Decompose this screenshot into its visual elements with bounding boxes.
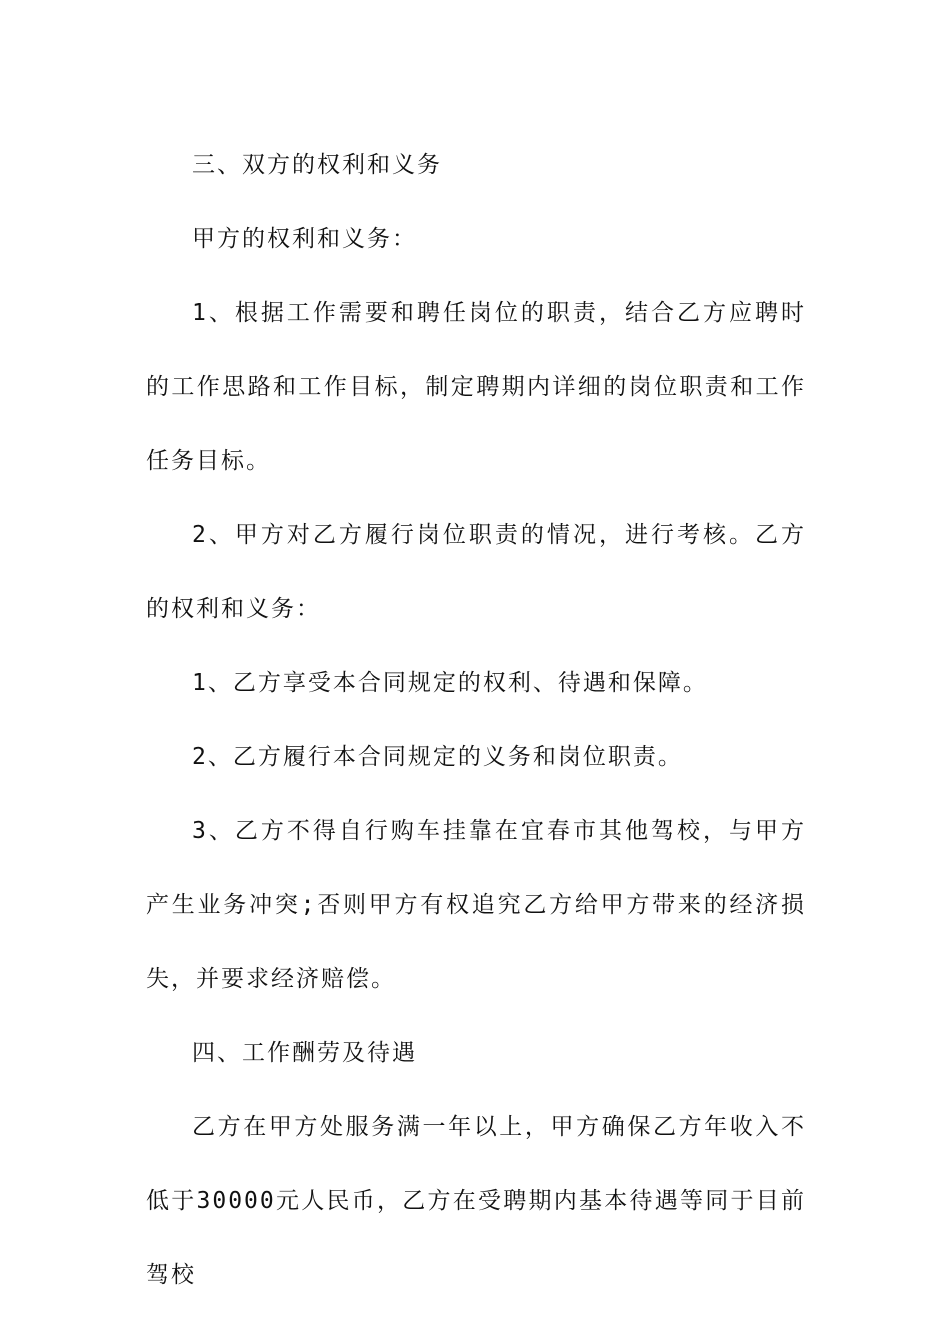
section-heading-rights-obligations: 三、双方的权利和义务 xyxy=(192,152,442,178)
paragraph-party-b-item-2: 2、乙方履行本合同规定的义务和岗位职责。 xyxy=(192,744,683,770)
paragraph-party-a-item-1: 1、根据工作需要和聘任岗位的职责，结合乙方应聘时的工作思路和工作目标，制定聘期内详细的岗位职责和工作任务目标。 xyxy=(146,300,806,474)
section-heading-compensation: 四、工作酬劳及待遇 xyxy=(192,1040,417,1066)
paragraph-party-b-item-1: 1、乙方享受本合同规定的权利、待遇和保障。 xyxy=(192,670,708,696)
subheading-party-a: 甲方的权利和义务： xyxy=(192,226,417,252)
paragraph-party-b-item-3: 3、乙方不得自行购车挂靠在宜春市其他驾校，与甲方产生业务冲突;否则甲方有权追究乙方给甲方带来的经济损失，并要求经济赔偿。 xyxy=(146,818,806,992)
paragraph-compensation: 乙方在甲方处服务满一年以上，甲方确保乙方年收入不低于30000元人民币，乙方在受聘期内基本待遇等同于目前驾校 xyxy=(146,1114,806,1288)
document-body xyxy=(146,128,806,1312)
paragraph-party-a-item-2: 2、甲方对乙方履行岗位职责的情况，进行考核。乙方的权利和义务： xyxy=(146,522,806,622)
